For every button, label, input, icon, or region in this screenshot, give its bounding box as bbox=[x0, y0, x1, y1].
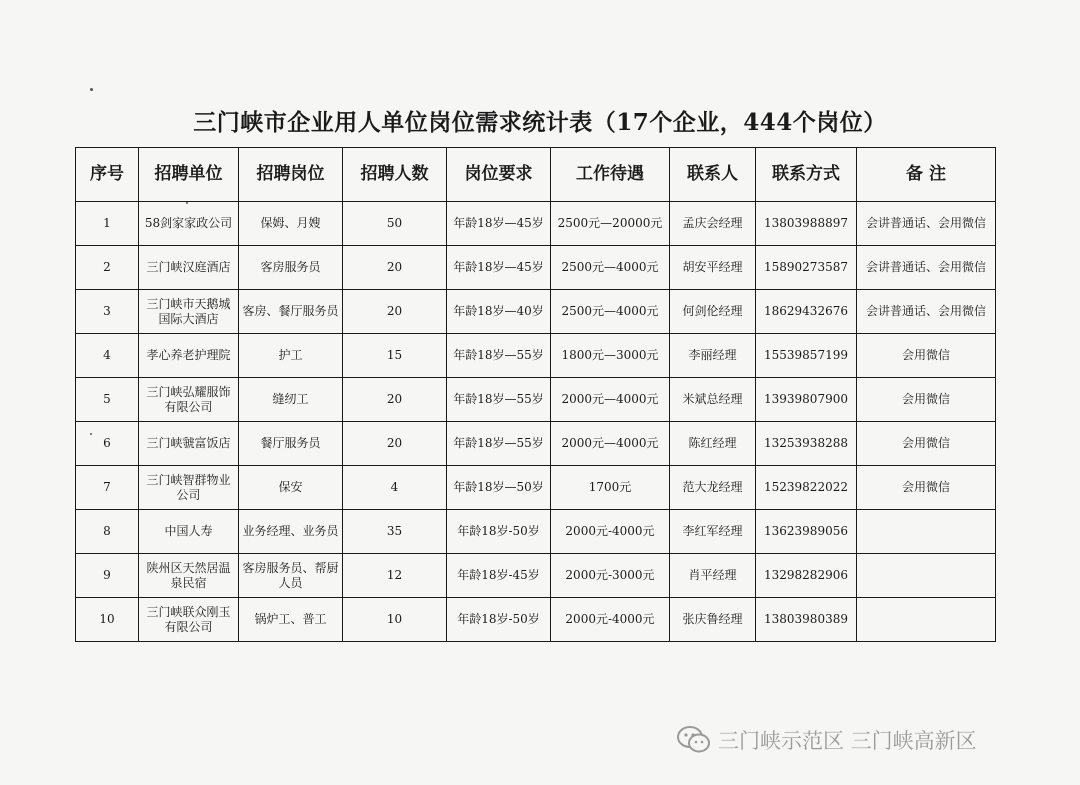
table-row bbox=[76, 202, 996, 246]
cell-headcount: 35 bbox=[343, 510, 447, 554]
cell-notes: 会讲普通话、会用微信 bbox=[857, 290, 996, 334]
cell-headcount: 10 bbox=[343, 598, 447, 642]
cell-headcount: 20 bbox=[343, 246, 447, 290]
cell-phone: 18629432676 bbox=[756, 290, 857, 334]
table-row bbox=[76, 334, 996, 378]
cell-contact-person: 张庆鲁经理 bbox=[670, 598, 756, 642]
cell-contact-person: 何剑伦经理 bbox=[670, 290, 756, 334]
cell-headcount: 50 bbox=[343, 202, 447, 246]
cell-phone: 13623989056 bbox=[756, 510, 857, 554]
cell-notes bbox=[857, 510, 996, 554]
watermark bbox=[676, 724, 977, 756]
cell-salary: 2500元—20000元 bbox=[551, 202, 670, 246]
column-header-index: 序号 bbox=[76, 148, 139, 202]
cell-requirements: 年龄18岁—55岁 bbox=[447, 378, 551, 422]
cell-requirements: 年龄18岁-50岁 bbox=[447, 598, 551, 642]
wechat-icon bbox=[676, 725, 712, 755]
cell-position: 锅炉工、普工 bbox=[239, 598, 343, 642]
table-row bbox=[76, 378, 996, 422]
cell-headcount: 12 bbox=[343, 554, 447, 598]
cell-phone: 15239822022 bbox=[756, 466, 857, 510]
cell-position: 业务经理、业务员 bbox=[239, 510, 343, 554]
cell-index: 7 bbox=[76, 466, 139, 510]
cell-salary: 2000元—4000元 bbox=[551, 422, 670, 466]
cell-notes bbox=[857, 598, 996, 642]
cell-contact-person: 胡安平经理 bbox=[670, 246, 756, 290]
cell-employer: 三门峡智群物业公司 bbox=[139, 466, 239, 510]
column-header-position: 招聘岗位 bbox=[239, 148, 343, 202]
cell-index: 10 bbox=[76, 598, 139, 642]
scan-speck bbox=[90, 433, 92, 435]
page-title: 三门峡市企业用人单位岗位需求统计表（17个企业，444个岗位） bbox=[193, 109, 887, 136]
cell-contact-person: 米斌总经理 bbox=[670, 378, 756, 422]
cell-headcount: 20 bbox=[343, 422, 447, 466]
table-row bbox=[76, 554, 996, 598]
cell-notes: 会用微信 bbox=[857, 422, 996, 466]
cell-employer: 三门峡汉庭酒店 bbox=[139, 246, 239, 290]
cell-headcount: 20 bbox=[343, 290, 447, 334]
cell-index: 9 bbox=[76, 554, 139, 598]
cell-phone: 13253938288 bbox=[756, 422, 857, 466]
cell-position: 护工 bbox=[239, 334, 343, 378]
column-header-headcount: 招聘人数 bbox=[343, 148, 447, 202]
watermark-text: 三门峡示范区 三门峡高新区 bbox=[718, 729, 977, 753]
cell-position: 客房、餐厅服务员 bbox=[239, 290, 343, 334]
recruitment-table bbox=[75, 147, 996, 642]
column-header-notes: 备 注 bbox=[857, 148, 996, 202]
cell-salary: 2000元-3000元 bbox=[551, 554, 670, 598]
cell-position: 保安 bbox=[239, 466, 343, 510]
cell-employer: 三门峡市天鹅城国际大酒店 bbox=[139, 290, 239, 334]
cell-position: 餐厅服务员 bbox=[239, 422, 343, 466]
cell-salary: 2500元—4000元 bbox=[551, 290, 670, 334]
cell-salary: 2000元-4000元 bbox=[551, 598, 670, 642]
cell-requirements: 年龄18岁—55岁 bbox=[447, 422, 551, 466]
table-row bbox=[76, 290, 996, 334]
cell-employer: 三门峡联众刚玉有限公司 bbox=[139, 598, 239, 642]
cell-employer: 陕州区天然居温泉民宿 bbox=[139, 554, 239, 598]
cell-notes bbox=[857, 554, 996, 598]
cell-requirements: 年龄18岁-50岁 bbox=[447, 510, 551, 554]
cell-position: 保姆、月嫂 bbox=[239, 202, 343, 246]
scan-speck bbox=[90, 88, 93, 91]
cell-requirements: 年龄18岁—55岁 bbox=[447, 334, 551, 378]
cell-salary: 1700元 bbox=[551, 466, 670, 510]
table-row bbox=[76, 466, 996, 510]
cell-position: 客房服务员 bbox=[239, 246, 343, 290]
column-header-requirements: 岗位要求 bbox=[447, 148, 551, 202]
cell-contact-person: 范大龙经理 bbox=[670, 466, 756, 510]
cell-requirements: 年龄18岁—45岁 bbox=[447, 202, 551, 246]
cell-phone: 15890273587 bbox=[756, 246, 857, 290]
cell-contact-person: 肖平经理 bbox=[670, 554, 756, 598]
cell-contact-person: 孟庆会经理 bbox=[670, 202, 756, 246]
cell-notes: 会用微信 bbox=[857, 466, 996, 510]
cell-employer: 中国人寿 bbox=[139, 510, 239, 554]
column-header-phone: 联系方式 bbox=[756, 148, 857, 202]
cell-index: 2 bbox=[76, 246, 139, 290]
cell-salary: 2000元—4000元 bbox=[551, 378, 670, 422]
column-header-salary: 工作待遇 bbox=[551, 148, 670, 202]
cell-contact-person: 李丽经理 bbox=[670, 334, 756, 378]
cell-notes: 会讲普通话、会用微信 bbox=[857, 202, 996, 246]
cell-phone: 13939807900 bbox=[756, 378, 857, 422]
column-header-employer: 招聘单位 bbox=[139, 148, 239, 202]
cell-employer: 孝心养老护理院 bbox=[139, 334, 239, 378]
cell-headcount: 4 bbox=[343, 466, 447, 510]
cell-headcount: 20 bbox=[343, 378, 447, 422]
cell-requirements: 年龄18岁—40岁 bbox=[447, 290, 551, 334]
cell-index: 3 bbox=[76, 290, 139, 334]
cell-requirements: 年龄18岁—50岁 bbox=[447, 466, 551, 510]
cell-phone: 13803980389 bbox=[756, 598, 857, 642]
cell-index: 5 bbox=[76, 378, 139, 422]
cell-salary: 1800元—3000元 bbox=[551, 334, 670, 378]
cell-employer: 三门峡虢富饭店 bbox=[139, 422, 239, 466]
cell-requirements: 年龄18岁—45岁 bbox=[447, 246, 551, 290]
table-row bbox=[76, 510, 996, 554]
cell-index: 8 bbox=[76, 510, 139, 554]
cell-salary: 2000元-4000元 bbox=[551, 510, 670, 554]
scan-speck bbox=[186, 202, 188, 204]
cell-index: 6 bbox=[76, 422, 139, 466]
cell-employer: 58剑家家政公司 bbox=[139, 202, 239, 246]
table-header-row bbox=[76, 148, 996, 202]
column-header-contact-person: 联系人 bbox=[670, 148, 756, 202]
cell-headcount: 15 bbox=[343, 334, 447, 378]
cell-position: 客房服务员、帮厨人员 bbox=[239, 554, 343, 598]
cell-phone: 13298282906 bbox=[756, 554, 857, 598]
cell-requirements: 年龄18岁-45岁 bbox=[447, 554, 551, 598]
table-body bbox=[76, 202, 996, 642]
cell-notes: 会用微信 bbox=[857, 334, 996, 378]
cell-notes: 会用微信 bbox=[857, 378, 996, 422]
cell-contact-person: 陈红经理 bbox=[670, 422, 756, 466]
cell-employer: 三门峡弘耀服饰有限公司 bbox=[139, 378, 239, 422]
cell-salary: 2500元—4000元 bbox=[551, 246, 670, 290]
table-row bbox=[76, 246, 996, 290]
cell-phone: 15539857199 bbox=[756, 334, 857, 378]
cell-phone: 13803988897 bbox=[756, 202, 857, 246]
cell-contact-person: 李红军经理 bbox=[670, 510, 756, 554]
table-row bbox=[76, 598, 996, 642]
cell-notes: 会讲普通话、会用微信 bbox=[857, 246, 996, 290]
table-row bbox=[76, 422, 996, 466]
cell-position: 缝纫工 bbox=[239, 378, 343, 422]
cell-index: 1 bbox=[76, 202, 139, 246]
cell-index: 4 bbox=[76, 334, 139, 378]
